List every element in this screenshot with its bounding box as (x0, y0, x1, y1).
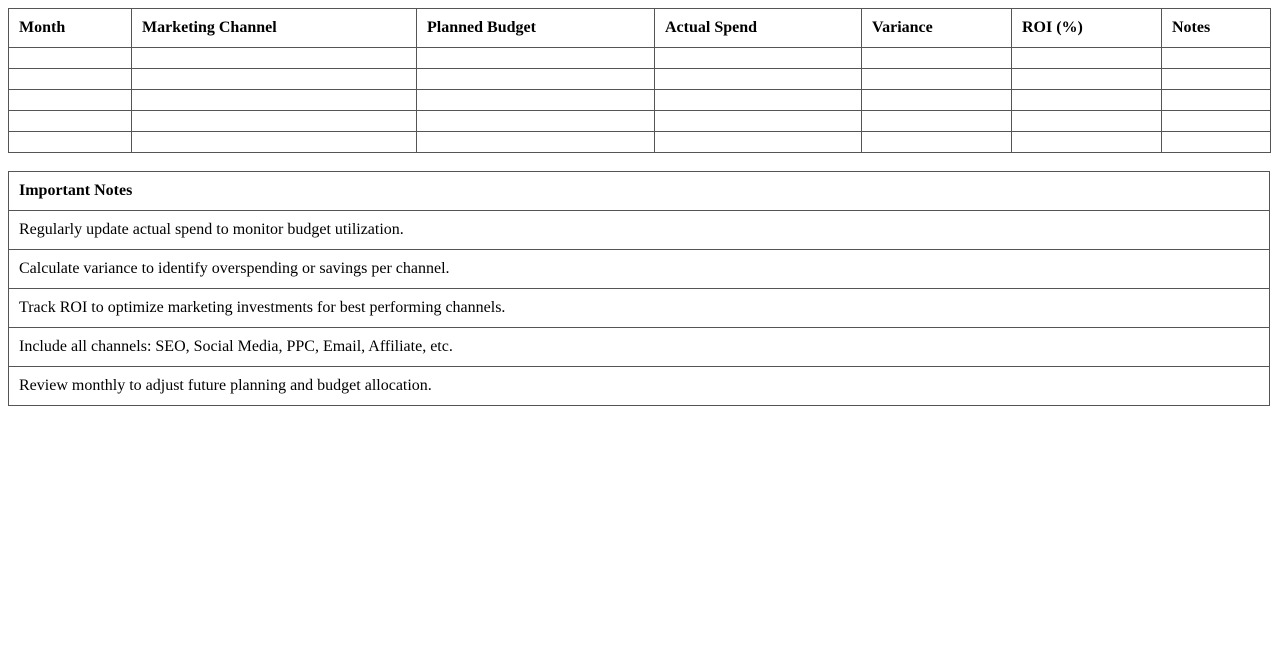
table-row (9, 90, 1271, 111)
table-cell[interactable] (655, 132, 862, 153)
table-cell[interactable] (862, 48, 1012, 69)
list-item (9, 211, 1270, 250)
table-cell[interactable] (1162, 132, 1271, 153)
important-notes-header-row (9, 172, 1270, 211)
table-cell[interactable] (655, 111, 862, 132)
table-cell[interactable] (862, 111, 1012, 132)
column-header-actual-spend: Actual Spend (655, 9, 862, 48)
table-cell[interactable] (1012, 90, 1162, 111)
note-text: Regularly update actual spend to monitor budget utilization. (9, 211, 1270, 250)
note-text: Calculate variance to identify overspending or savings per channel. (9, 250, 1270, 289)
table-cell[interactable] (132, 132, 417, 153)
table-row (9, 48, 1271, 69)
table-cell[interactable] (132, 90, 417, 111)
list-item (9, 250, 1270, 289)
note-text: Include all channels: SEO, Social Media, PPC, Email, Affiliate, etc. (9, 328, 1270, 367)
table-cell[interactable] (862, 69, 1012, 90)
table-cell[interactable] (9, 48, 132, 69)
table-row (9, 132, 1271, 153)
table-cell[interactable] (9, 132, 132, 153)
list-item (9, 367, 1270, 406)
table-cell[interactable] (417, 48, 655, 69)
column-header-marketing-channel: Marketing Channel (132, 9, 417, 48)
column-header-roi: ROI (%) (1012, 9, 1162, 48)
table-cell[interactable] (1162, 48, 1271, 69)
table-cell[interactable] (9, 90, 132, 111)
table-cell[interactable] (132, 48, 417, 69)
table-cell[interactable] (417, 132, 655, 153)
table-cell[interactable] (655, 69, 862, 90)
important-notes-title: Important Notes (9, 172, 1270, 211)
table-cell[interactable] (1012, 111, 1162, 132)
table-cell[interactable] (132, 69, 417, 90)
column-header-variance: Variance (862, 9, 1012, 48)
list-item (9, 289, 1270, 328)
table-cell[interactable] (9, 69, 132, 90)
budget-table (8, 8, 1271, 153)
table-cell[interactable] (1162, 111, 1271, 132)
list-item (9, 328, 1270, 367)
table-cell[interactable] (417, 111, 655, 132)
table-cell[interactable] (417, 69, 655, 90)
column-header-planned-budget: Planned Budget (417, 9, 655, 48)
table-cell[interactable] (1162, 69, 1271, 90)
column-header-notes: Notes (1162, 9, 1271, 48)
table-cell[interactable] (655, 90, 862, 111)
table-cell[interactable] (1012, 69, 1162, 90)
table-cell[interactable] (862, 90, 1012, 111)
table-cell[interactable] (417, 90, 655, 111)
note-text: Track ROI to optimize marketing investments for best performing channels. (9, 289, 1270, 328)
table-row (9, 69, 1271, 90)
table-cell[interactable] (655, 48, 862, 69)
table-cell[interactable] (1012, 132, 1162, 153)
budget-table-header-row (9, 9, 1271, 48)
important-notes-table (8, 171, 1270, 406)
table-cell[interactable] (862, 132, 1012, 153)
table-row (9, 111, 1271, 132)
table-cell[interactable] (1012, 48, 1162, 69)
table-cell[interactable] (1162, 90, 1271, 111)
column-header-month: Month (9, 9, 132, 48)
note-text: Review monthly to adjust future planning and budget allocation. (9, 367, 1270, 406)
table-cell[interactable] (132, 111, 417, 132)
table-cell[interactable] (9, 111, 132, 132)
